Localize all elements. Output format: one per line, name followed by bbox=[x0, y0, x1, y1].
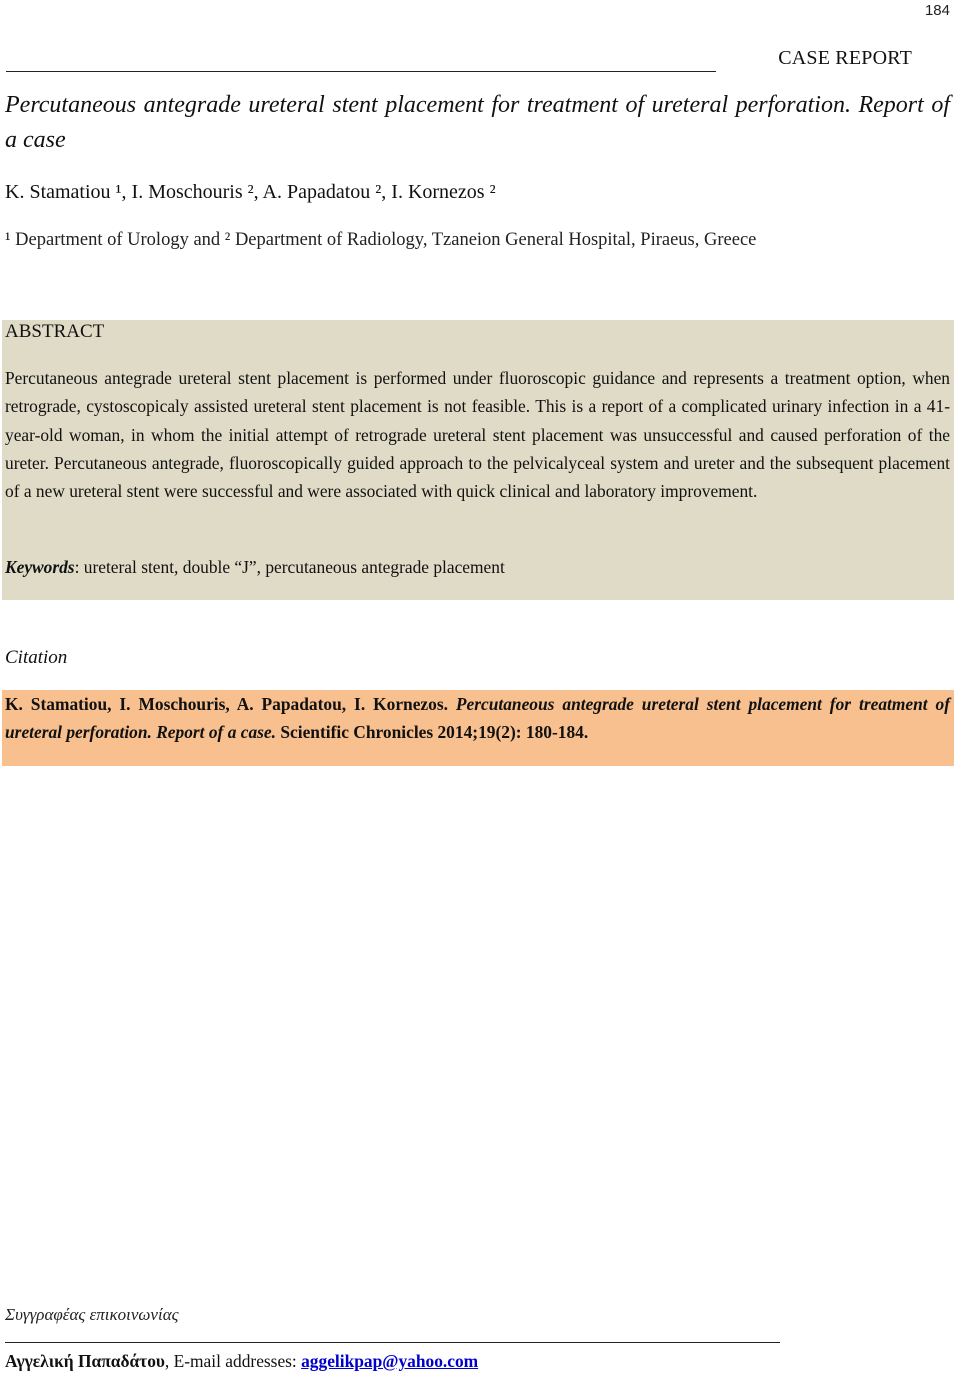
footer-rule bbox=[5, 1342, 780, 1343]
page-number: 184 bbox=[924, 2, 950, 19]
abstract-heading: ABSTRACT bbox=[5, 321, 105, 342]
citation-journal: Scientific Chronicles 2014;19(2): 180-184. bbox=[276, 722, 589, 743]
citation-heading: Citation bbox=[5, 647, 68, 668]
citation-authors: K. Stamatiou, I. Moschouris, A. Papadatou, I. Kornezos. bbox=[5, 694, 456, 714]
header-rule bbox=[6, 71, 716, 72]
article-affiliation: ¹ Department of Urology and ² Department of Radiology, Tzaneion General Hospital, Piraeus, Greece bbox=[5, 230, 757, 250]
article-title: Percutaneous antegrade ureteral stent placement for treatment of ureteral perforation. Report of a case bbox=[5, 92, 950, 153]
correspondence-label: Συγγραφέας επικοινωνίας bbox=[5, 1305, 179, 1324]
citation-text bbox=[5, 690, 950, 747]
abstract-text: Percutaneous antegrade ureteral stent placement is performed under fluoroscopic guidance and represents a treatment option, when retrograde, cystoscopicaly assisted ureteral stent placement is not feasible. This is a report of a complicated urinary infection in a 41-year-old woman, in whom the initial attempt of retrograde ureteral stent placement was unsuccessful and caused perforation of the ureter. Percutaneous antegrade, fluoroscopically guided approach to the pelvicalyceal system and ureter and the subsequent placement of a new ureteral stent were successful and were associated with quick clinical and laboratory improvement. bbox=[5, 368, 950, 502]
correspondence-email-prefix: , E-mail addresses: bbox=[164, 1351, 302, 1371]
keywords-text: : ureteral stent, double “J”, percutaneous antegrade placement bbox=[74, 557, 505, 577]
keywords-label: Keywords bbox=[5, 557, 75, 577]
article-authors: K. Stamatiou ¹, I. Moschouris ², A. Papadatou ², I. Kornezos ² bbox=[5, 181, 496, 203]
correspondence-line bbox=[5, 1348, 478, 1374]
keywords bbox=[5, 553, 505, 581]
citation-title: Percutaneous antegrade ureteral stent placement for treatment of ureteral perforation. Report of a case. bbox=[5, 694, 951, 743]
section-label: CASE REPORT bbox=[778, 47, 912, 69]
correspondence-email-link[interactable]: aggelikpap@yahoo.com bbox=[301, 1351, 479, 1371]
correspondence-name: Αγγελική Παπαδάτου bbox=[5, 1351, 165, 1371]
